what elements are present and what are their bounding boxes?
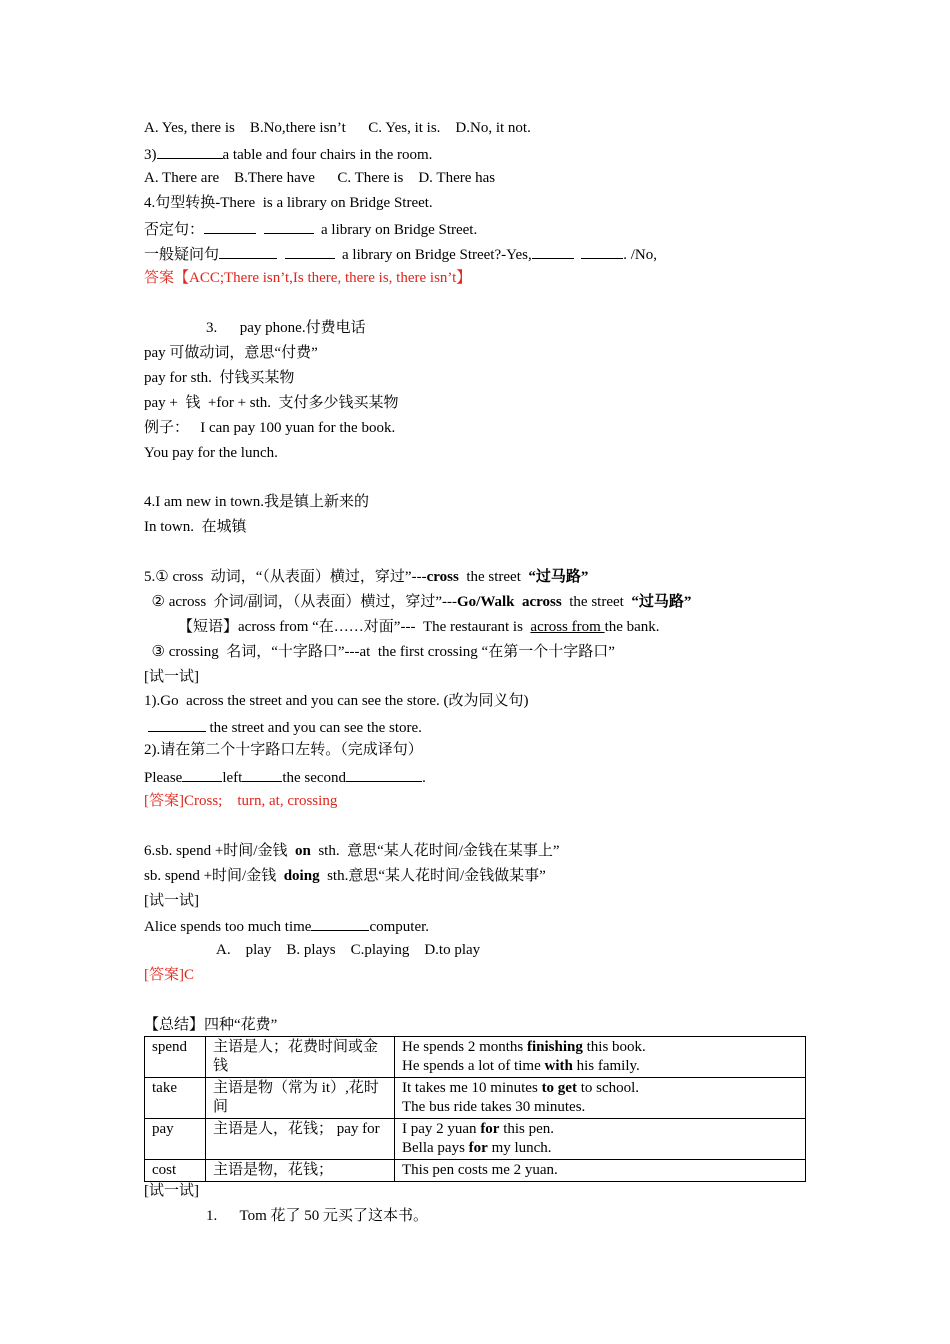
second-word: the second [282, 770, 347, 786]
question-text: a library on Bridge Street?-Yes, [342, 247, 532, 263]
example-text: my lunch. [487, 1140, 552, 1156]
fill-blank [157, 144, 223, 159]
across-from-desc: 【短语】across from “在……对面”--- The restaurant is [178, 619, 531, 635]
cross-mid: the street [458, 569, 529, 585]
fill-blank [219, 244, 277, 259]
example-text: He spends a lot of time [402, 1058, 545, 1074]
table-cell-word: take [145, 1078, 206, 1119]
exercise-1: 1).Go across the street and you can see the store. (改为同义句) [144, 693, 529, 709]
fill-blank [581, 244, 623, 259]
exercise-1-text: the street and you can see the store. [205, 720, 422, 736]
table-row [145, 1119, 806, 1160]
example-line [402, 1161, 798, 1180]
across-from-phrase [178, 618, 660, 636]
question-label: 一般疑问句 [144, 247, 220, 263]
fill-blank [204, 219, 256, 234]
example-text: this pen. [499, 1121, 555, 1137]
sentence-transform-heading: 4.句型转换-There is a library on Bridge Street. [144, 195, 433, 211]
table-cell-example [395, 1078, 806, 1119]
cross-meaning: “过马路” [528, 569, 589, 585]
spend-on-phrase [144, 842, 560, 860]
example-line [402, 1038, 798, 1057]
negative-text: a library on Bridge Street. [321, 222, 478, 238]
fill-blank [264, 219, 314, 234]
try-it-label-1: [试一试] [144, 669, 199, 685]
example-bold: with [544, 1058, 573, 1074]
question-sentence-line [144, 244, 657, 264]
please-word: Please [144, 770, 183, 786]
table-cell-example [395, 1037, 806, 1078]
exercise-3-b: computer. [369, 919, 430, 935]
example-line [402, 1120, 798, 1139]
spend-doing-a: sb. spend +时间/金钱 [144, 868, 284, 884]
translation-exercise-1: 1. Tom 花了 50 元买了这本书。 [206, 1208, 429, 1224]
answer-1: 答案【ACC;There isn’t,Is there, there is, there isn’t】 [144, 270, 472, 286]
example-text: This pen costs me 2 yuan. [402, 1162, 558, 1178]
q3-question [144, 144, 432, 164]
exercise-2: 2).请在第二个十字路口左转。（完成译句） [144, 742, 423, 758]
example-text: Bella pays [402, 1140, 469, 1156]
example-text: It takes me 10 minutes [402, 1080, 542, 1096]
period: . [422, 770, 426, 786]
negative-sentence-line [144, 219, 477, 239]
answer-2: [答案]Cross; turn, at, crossing [144, 793, 338, 809]
spend-summary-table [144, 1036, 806, 1182]
spend-on-c: sth. 意思“某人花时间/金钱在某事上” [310, 843, 560, 859]
fill-blank [148, 717, 206, 732]
table-row [145, 1037, 806, 1078]
example-bold: for [468, 1140, 488, 1156]
pay-for-phrase: pay for sth. 付钱买某物 [144, 370, 295, 386]
section-4-heading: 4.I am new in town.我是镇上新来的 [144, 494, 369, 510]
pay-definition: pay 可做动词，意思“付费” [144, 345, 318, 361]
crossing-definition: ③ crossing 名词，“十字路口”---at the first crossing “在第一个十字路口” [144, 644, 615, 660]
try-it-label-3: [试一试] [144, 1183, 199, 1199]
fill-blank [242, 767, 282, 782]
fill-blank [346, 767, 422, 782]
fill-blank [182, 767, 222, 782]
across-meaning: “过马路” [631, 594, 692, 610]
question-tail: . /No, [623, 247, 657, 263]
fill-blank [532, 244, 574, 259]
across-desc: ② across 介词/副词，（从表面）横过，穿过”--- [144, 594, 457, 610]
example-text: The bus ride takes 30 minutes. [402, 1099, 586, 1115]
summary-heading: 【总结】四种“花费” [144, 1017, 278, 1033]
example-bold: finishing [527, 1039, 583, 1055]
q3-number: 3) [144, 147, 157, 163]
across-from-tail: the bank. [604, 619, 660, 635]
table-cell-example [395, 1119, 806, 1160]
across-bold: Go/Walk across [457, 594, 562, 610]
exercise-2-answer-line [144, 767, 426, 787]
spend-on-bold: on [294, 843, 311, 859]
left-word: left [222, 770, 243, 786]
exercise-3-options: A. play B. plays C.playing D.to play [216, 942, 481, 958]
table-cell-word: cost [145, 1160, 206, 1182]
example-text: this book. [582, 1039, 646, 1055]
table-row [145, 1078, 806, 1119]
spend-doing-phrase [144, 867, 546, 885]
negative-label: 否定句： [144, 222, 205, 238]
cross-bold: cross [426, 569, 459, 585]
q3-text: a table and four chairs in the room. [222, 147, 433, 163]
table-cell-desc: 主语是人；花费时间或金钱 [206, 1037, 395, 1078]
spend-doing-c: sth.意思“某人花时间/金钱做某事” [319, 868, 546, 884]
table-cell-word: spend [145, 1037, 206, 1078]
q3-options: A. There are B.There have C. There is D. There has [144, 170, 496, 186]
across-mid: the street [561, 594, 632, 610]
example-line [402, 1057, 798, 1076]
answer-3: [答案]C [144, 967, 194, 983]
example-bold: for [480, 1121, 500, 1137]
example-line [402, 1098, 798, 1117]
across-definition [144, 593, 691, 611]
fill-blank [311, 916, 369, 931]
example-bold: to get [541, 1080, 577, 1096]
across-from-underlined: across from [530, 619, 605, 635]
table-cell-word: pay [145, 1119, 206, 1160]
spend-on-a: 6.sb. spend +时间/金钱 [144, 843, 295, 859]
try-it-label-2: [试一试] [144, 893, 199, 909]
example-text: to school. [576, 1080, 640, 1096]
exercise-1-answer-line [144, 717, 422, 737]
table-row [145, 1160, 806, 1182]
section-3-heading: 3. pay phone.付费电话 [206, 320, 366, 336]
in-town-phrase: In town. 在城镇 [144, 519, 247, 535]
spend-doing-bold: doing [283, 868, 320, 884]
example-text: I pay 2 yuan [402, 1121, 481, 1137]
example-line [402, 1139, 798, 1158]
table-cell-desc: 主语是物，花钱； [206, 1160, 395, 1182]
fill-blank [285, 244, 335, 259]
pay-example-2: You pay for the lunch. [144, 445, 278, 461]
exercise-3-a: Alice spends too much time [144, 919, 312, 935]
example-text: his family. [572, 1058, 640, 1074]
table-cell-example [395, 1160, 806, 1182]
table-cell-desc: 主语是人，花钱； pay for [206, 1119, 395, 1160]
exercise-3 [144, 916, 429, 936]
example-text: He spends 2 months [402, 1039, 527, 1055]
q2-options: A. Yes, there is B.No,there isn’t C. Yes, it is. D.No, it not. [144, 120, 531, 136]
example-line [402, 1079, 798, 1098]
pay-money-phrase: pay + 钱 +for + sth. 支付多少钱买某物 [144, 395, 399, 411]
table-cell-desc: 主语是物（常为 it）,花时间 [206, 1078, 395, 1119]
cross-desc: 5.① cross 动词，“（从表面）横过，穿过”--- [144, 569, 427, 585]
cross-definition [144, 568, 588, 586]
pay-example-1: 例子： I can pay 100 yuan for the book. [144, 420, 396, 436]
